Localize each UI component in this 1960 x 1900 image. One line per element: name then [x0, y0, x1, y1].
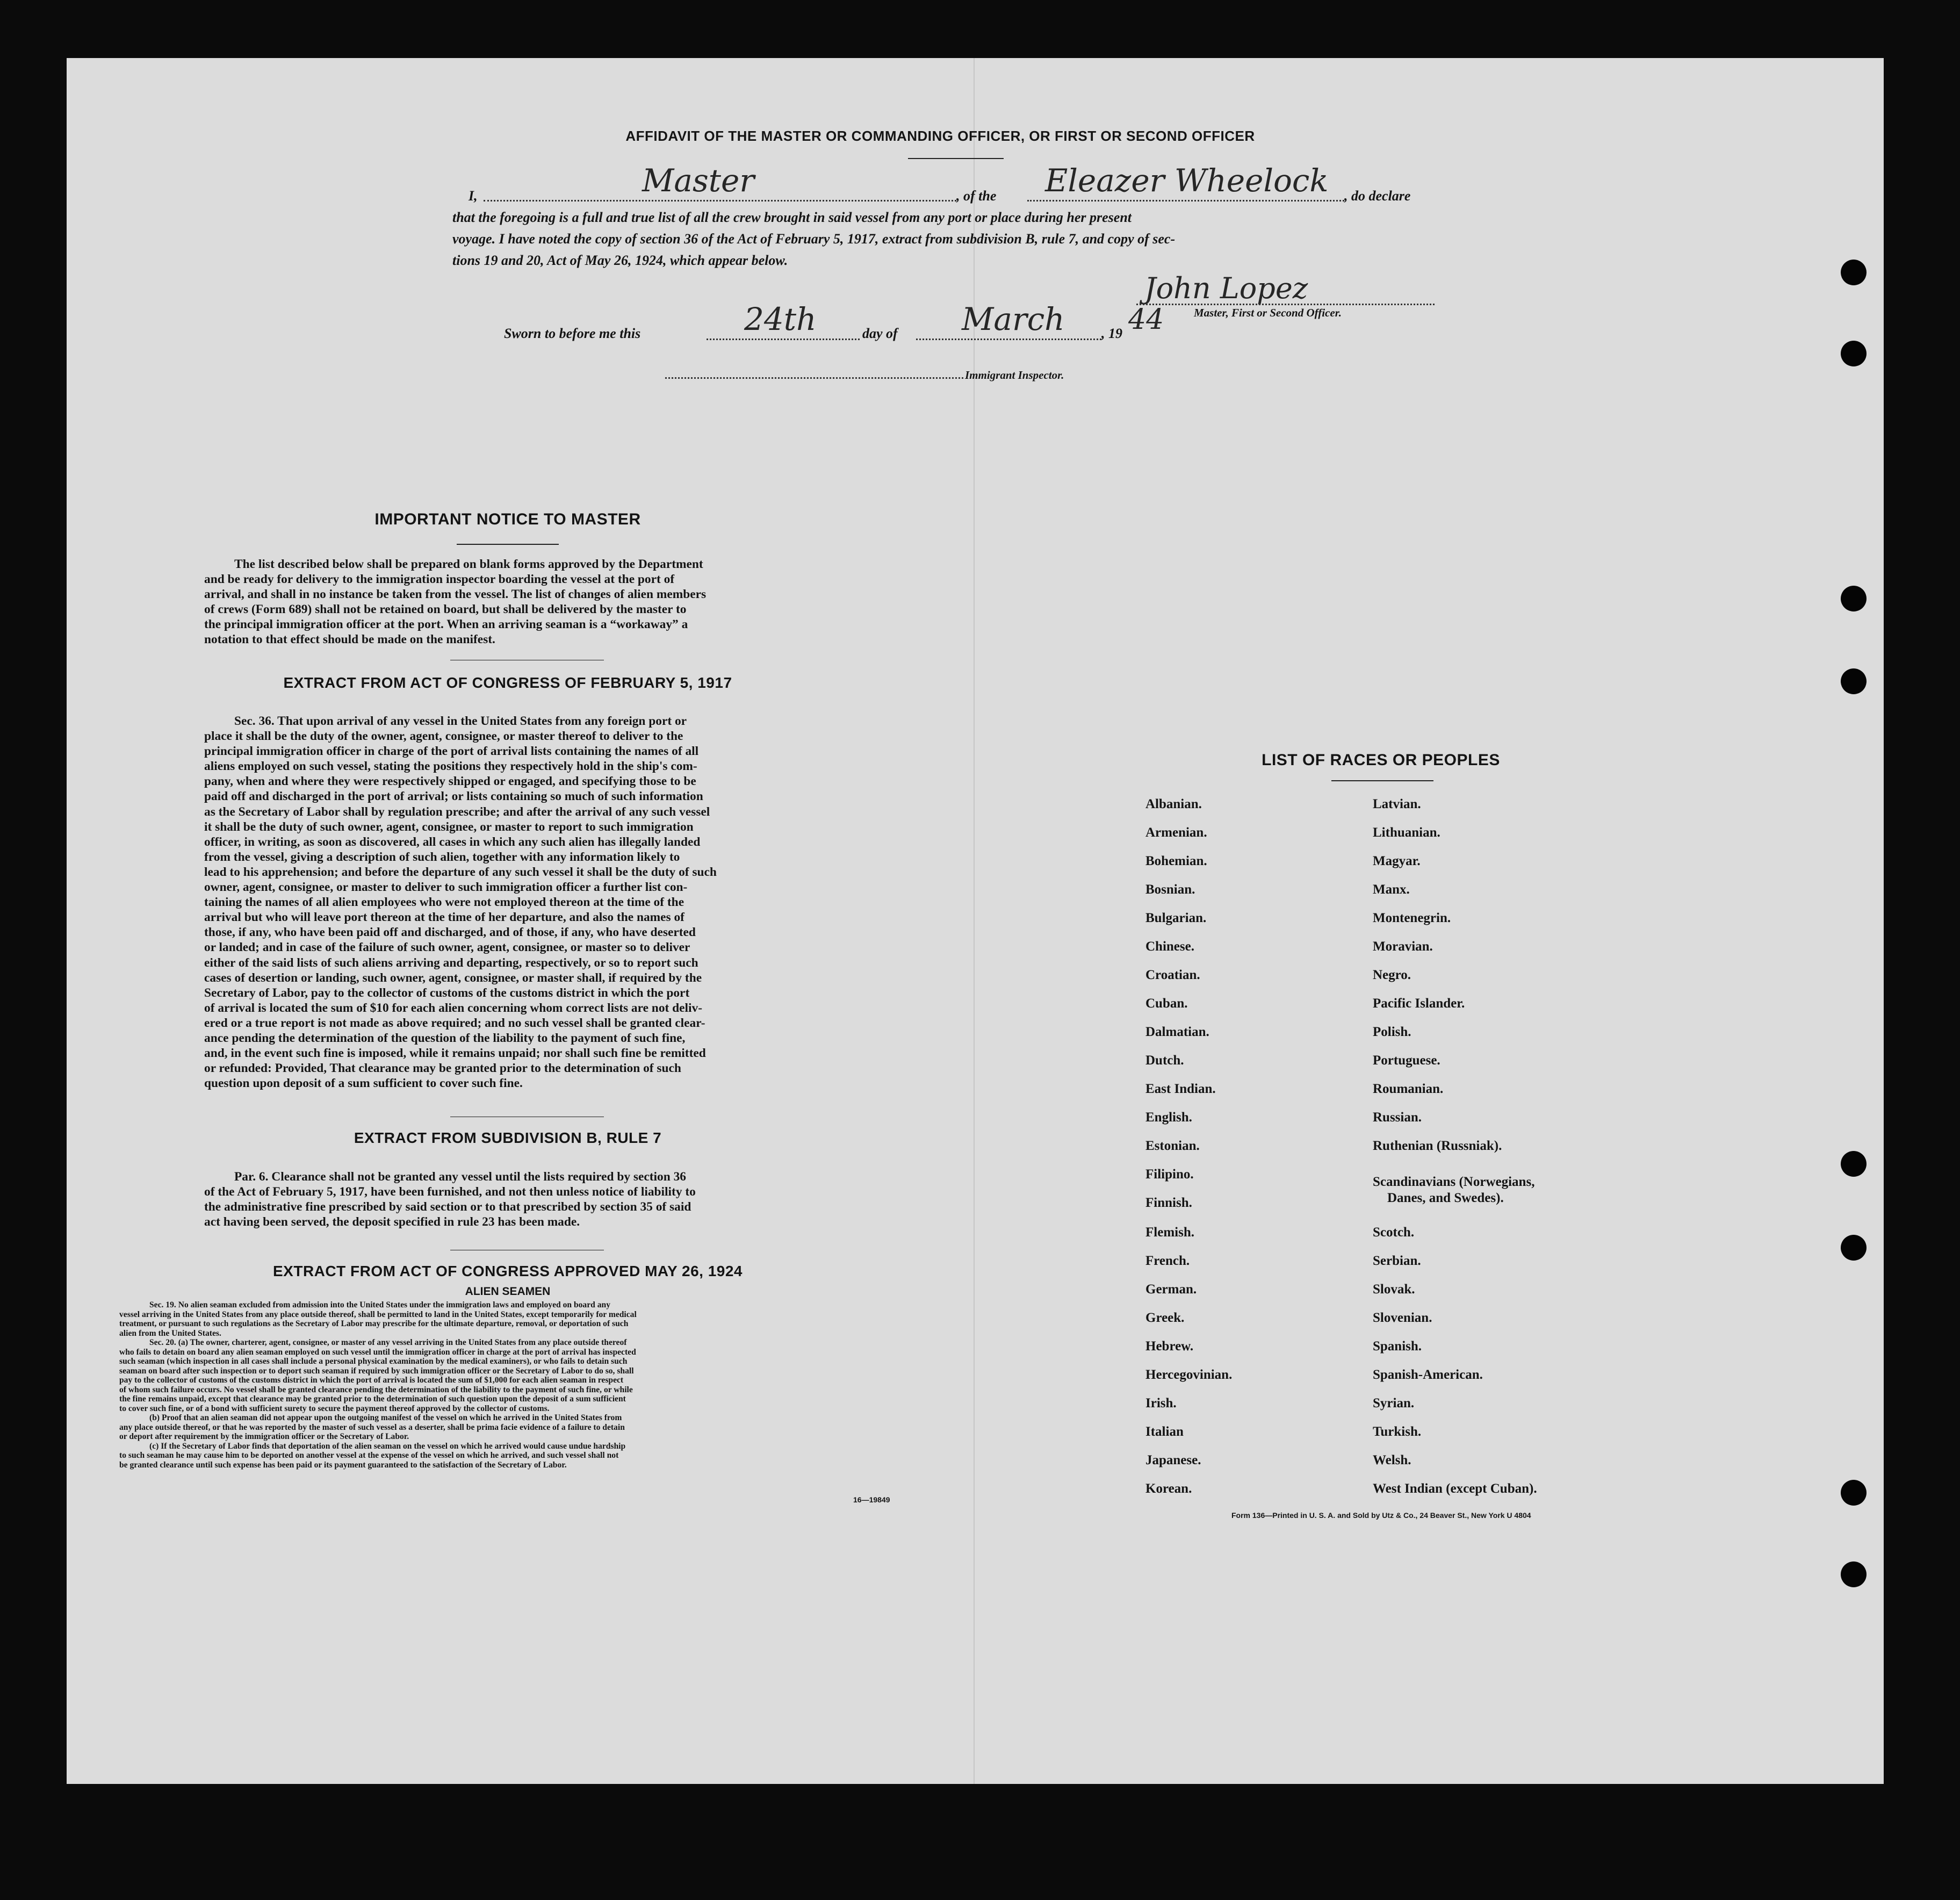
vessel-line [1027, 200, 1344, 201]
notice-line: notation to that effect should be made on the manifest. [204, 632, 495, 646]
day-handwriting: 24th [744, 301, 817, 337]
punch-hole [1841, 1480, 1867, 1506]
extract1917-text [204, 714, 811, 1091]
signature-line [1136, 304, 1435, 305]
sec36-line: pany, when and where they were respectively shipped or engaged, and specifying those to be [204, 774, 696, 789]
race-item: French. [1145, 1254, 1190, 1268]
race-item: Greek. [1145, 1311, 1185, 1325]
race-item: Lithuanian. [1373, 825, 1440, 840]
year-handwriting: 44 [1128, 304, 1164, 336]
race-item: West Indian (except Cuban). [1373, 1481, 1537, 1496]
race-item: Filipino. [1145, 1167, 1194, 1182]
races-title: LIST OF RACES OR PEOPLES [1262, 751, 1500, 769]
day-of-label: day of [862, 326, 898, 341]
sec36-line: ance pending the determination of the question of the liability to the payment of such fine, [204, 1031, 686, 1045]
notice-line: arrival, and shall in no instance be taken from the vessel. The list of changes of alien members [204, 587, 707, 601]
punch-hole [1841, 668, 1867, 694]
sec36-line: it shall be the duty of such owner, agent, consignee, or master to report to such immigration [204, 819, 694, 834]
notice-line: The list described below shall be prepared on blank forms approved by the Department [234, 557, 703, 571]
punch-hole [1841, 341, 1867, 366]
race-item: Croatian. [1145, 968, 1200, 982]
sec36-line: question upon deposit of a sum sufficient to cover such fine. [204, 1076, 523, 1091]
sec20-line: seaman on board after such inspection or to deport such seaman if required by such immigration officer or the Secretary of Labor to do so, shall [119, 1366, 634, 1376]
race-item: German. [1145, 1282, 1197, 1297]
affidavit-line-2: that the foregoing is a full and true list of all the crew brought in said vessel from any port or place during her present [452, 210, 1132, 225]
race-item: Chinese. [1145, 939, 1194, 954]
race-item: Scotch. [1373, 1225, 1415, 1240]
sec19-line: treatment, or pursuant to such regulations as the Secretary of Labor may prescribe for the ultimate departure, removal, or deportation of such [119, 1319, 629, 1328]
sec36-line: either of the said lists of such aliens arriving and departing, respectively, or so to report such [204, 955, 698, 970]
affidavit-line-3: voyage. I have noted the copy of section 36 of the Act of February 5, 1917, extract from subdivision B, rule 7, and copy of sec- [452, 231, 1176, 247]
sec20-line: Sec. 20. (a) The owner, charterer, agent, consignee, or master of any vessel arriving in the United States from any place outside thereof [149, 1338, 627, 1347]
race-item: Negro. [1373, 968, 1411, 982]
sec20-line: of whom such failure occurs. No vessel shall be granted clearance pending the determination of the liability to the payment of such fine, or while [119, 1385, 633, 1394]
sec20-line: to such seaman he may cause him to be deported on another vessel at the expense of the vessel on which he arrived, and such vessel shall not [119, 1451, 619, 1460]
notice-line: and be ready for delivery to the immigration inspector boarding the vessel at the port of [204, 572, 675, 586]
sworn-label: Sworn to before me this [504, 326, 641, 341]
race-item: Pacific Islander. [1373, 996, 1465, 1011]
sec20-line: pay to the collector of customs of the customs district in which the port of arrival is located the sum of $1,000 for each alien seaman in respect [119, 1376, 624, 1385]
race-item: Latvian. [1373, 797, 1421, 811]
signature-handwriting: John Lopez [1144, 271, 1308, 305]
race-item: Korean. [1145, 1481, 1192, 1496]
notice-line: the principal immigration officer at the port. When an arriving seaman is a “workaway” a [204, 617, 688, 631]
rule7-title: EXTRACT FROM SUBDIVISION B, RULE 7 [354, 1129, 662, 1146]
race-item: Japanese. [1145, 1453, 1201, 1467]
race-item: Portuguese. [1373, 1053, 1440, 1068]
sec20-line: who fails to detain on board any alien seaman employed on such vessel until the immigration officer in charge at the port of arrival has inspected [119, 1347, 636, 1357]
race-item: Armenian. [1145, 825, 1207, 840]
punch-hole [1841, 1235, 1867, 1261]
sec36-line: paid off and discharged in the port of arrival; or lists containing so much of such information [204, 789, 703, 804]
sec36-line: Sec. 36. That upon arrival of any vessel in the United States from any foreign port or [234, 714, 687, 728]
sec36-line: ered or a true report is not made as above required; and no such vessel shall be granted clear- [204, 1016, 705, 1030]
sec36-line: or refunded: Provided, That clearance may be granted prior to the determination of such [204, 1061, 681, 1076]
race-item: Italian [1145, 1424, 1184, 1439]
master-handwriting: Master [642, 162, 755, 199]
sec19-line: vessel arriving in the United States from any place outside thereof, shall be permitted to land in the United States, except temporarily for medical [119, 1309, 637, 1319]
extract1917-title: EXTRACT FROM ACT OF CONGRESS OF FEBRUARY 5, 1917 [283, 674, 732, 691]
race-item: Bulgarian. [1145, 911, 1207, 925]
extract1924-subtitle: ALIEN SEAMEN [465, 1285, 551, 1298]
sec36-line: and, in the event such fine is imposed, while it remains unpaid; nor shall such fine be remitted [204, 1046, 706, 1061]
day-line [707, 339, 860, 340]
sec36-line: lead to his apprehension; and before the departure of any such vessel it shall be the duty of such [204, 865, 717, 879]
sec36-line: as the Secretary of Labor shall by regulation prescribe; and after the arrival of any such vessel [204, 804, 710, 819]
punch-hole [1841, 1151, 1867, 1177]
sec36-line: place it shall be the duty of the owner, agent, consignee, or master thereof to deliver to the [204, 729, 683, 744]
month-handwriting: March [962, 301, 1065, 337]
sec36-line: officer, in writing, as soon as discovered, all cases in which any such alien has illegally landed [204, 834, 701, 849]
race-item: Syrian. [1373, 1396, 1415, 1410]
sec36-line: owner, agent, consignee, or master to deliver to such immigration officer a further list con- [204, 880, 688, 895]
races-rule [1331, 780, 1433, 781]
race-item: Albanian. [1145, 797, 1202, 811]
rule7-line: act having been served, the deposit specified in rule 23 has been made. [204, 1215, 580, 1229]
race-item: Danes, and Swedes). [1387, 1191, 1504, 1205]
race-item: Cuban. [1145, 996, 1188, 1011]
race-item: Spanish-American. [1373, 1368, 1483, 1382]
inspector-caption: Immigrant Inspector. [965, 369, 1064, 382]
rule7-text [204, 1169, 811, 1229]
race-item: Hebrew. [1145, 1339, 1194, 1354]
sec36-line: of arrival is located the sum of $10 for each alien concerning whom correct lists are not deliv- [204, 1001, 703, 1015]
sec36-line: from the vessel, giving a description of such alien, together with any information likely to [204, 850, 680, 864]
sec36-line: cases of desertion or landing, such owner, agent, consignee, or master shall, if required by the [204, 970, 702, 985]
race-item: Slovenian. [1373, 1311, 1432, 1325]
race-item: Serbian. [1373, 1254, 1421, 1268]
sec19-line: alien from the United States. [119, 1328, 221, 1338]
affidavit-line-4: tions 19 and 20, Act of May 26, 1924, which appear below. [452, 253, 788, 268]
race-item: Slovak. [1373, 1282, 1415, 1297]
of-the-label: , of the [956, 188, 997, 204]
rule7-line: Par. 6. Clearance shall not be granted any vessel until the lists required by section 36 [234, 1170, 686, 1184]
sec36-line: or landed; and in case of the failure of such owner, agent, consignee, or master so to deliver [204, 940, 690, 955]
rule7-line: of the Act of February 5, 1917, have been furnished, and not then unless notice of liability to [204, 1185, 696, 1199]
sec36-line: principal immigration officer in charge of the port of arrival lists containing the names of all [204, 744, 699, 759]
do-declare-label: , do declare [1344, 188, 1411, 204]
sec20-line: the fine remains unpaid, except that clearance may be granted prior to the determination of such question upon the deposit of a sum sufficient [119, 1394, 626, 1404]
form-footer: Form 136—Printed in U. S. A. and Sold by Utz & Co., 24 Beaver St., New York U 4804 [1231, 1511, 1531, 1520]
punch-hole [1841, 1561, 1867, 1587]
race-item: Spanish. [1373, 1339, 1422, 1354]
notice-rule [457, 544, 559, 545]
punch-hole [1841, 260, 1867, 285]
sec36-line: those, if any, who have been paid off and discharged, and of those, if any, who have deserted [204, 925, 696, 940]
race-item: Estonian. [1145, 1139, 1200, 1153]
sec20-line: (b) Proof that an alien seaman did not appear upon the outgoing manifest of the vessel on which he arrived in the United States from [149, 1413, 622, 1422]
race-item: Moravian. [1373, 939, 1433, 954]
vessel-handwriting: Eleazer Wheelock [1045, 162, 1329, 199]
sec36-line: taining the names of all alien employees who were not employed thereon at the time of the [204, 895, 684, 910]
race-item: English. [1145, 1110, 1192, 1125]
sec20-line: (c) If the Secretary of Labor finds that deportation of the alien seaman on the vessel on which he arrived would cause undue hardship [149, 1441, 626, 1451]
notice-line: of crews (Form 689) shall not be retained on board, but shall be delivered by the master to [204, 602, 687, 616]
master-line [484, 200, 956, 201]
race-item: Finnish. [1145, 1196, 1192, 1210]
race-item: Turkish. [1373, 1424, 1422, 1439]
race-item: Russian. [1373, 1110, 1422, 1125]
race-item: Dutch. [1145, 1053, 1184, 1068]
race-item: Flemish. [1145, 1225, 1194, 1240]
race-item: Montenegrin. [1373, 911, 1451, 925]
notice-text [204, 557, 811, 647]
race-item: Dalmatian. [1145, 1025, 1209, 1039]
race-item: Welsh. [1373, 1453, 1411, 1467]
sec20-line: be granted clearance until such expense has been paid or its payment guaranteed to the satisfaction of the Secretary of Labor. [119, 1460, 567, 1470]
extract1924-title: EXTRACT FROM ACT OF CONGRESS APPROVED MAY 26, 1924 [273, 1263, 743, 1279]
sec19-line: Sec. 19. No alien seaman excluded from admission into the United States under the immigration laws and employed on board any [149, 1300, 610, 1309]
race-item: Manx. [1373, 882, 1410, 897]
sec36-line: arrival but who will leave port thereon at the time of her departure, and also the names of [204, 910, 684, 925]
sec36-line: Secretary of Labor, pay to the collector of customs of the customs district in which the port [204, 985, 690, 1000]
sec20-line: to cover such fine, or of a bond with sufficient surety to secure the payment thereof approved by the collector of customs. [119, 1404, 550, 1413]
inspector-line [665, 377, 963, 379]
title-rule [908, 158, 1004, 159]
race-item: Magyar. [1373, 854, 1421, 868]
form-code: 16—19849 [853, 1495, 890, 1504]
extract1924-text [119, 1300, 914, 1470]
month-line [916, 339, 1101, 340]
sec20-line: any place outside thereof, or that he was reported by the master of such vessel as a deserter, shall be prima facie evidence of a failure to detain [119, 1422, 625, 1432]
race-item: Irish. [1145, 1396, 1177, 1410]
signature-caption: Master, First or Second Officer. [1194, 306, 1342, 319]
race-item: Bohemian. [1145, 854, 1207, 868]
race-item: Scandinavians (Norwegians, [1373, 1175, 1535, 1189]
punch-hole [1841, 586, 1867, 611]
notice-title: IMPORTANT NOTICE TO MASTER [374, 510, 641, 528]
sec36-line: aliens employed on such vessel, stating the positions they respectively hold in the ship's com- [204, 759, 697, 774]
rule7-line: the administrative fine prescribed by said section or to that prescribed by section 35 of said [204, 1200, 691, 1214]
race-item: East Indian. [1145, 1082, 1216, 1096]
year-prefix: , 19 [1101, 326, 1122, 341]
sec20-line: such seaman (which inspection in all cases shall include a personal physical examination by the medical examiners), or who fails to detain such [119, 1357, 628, 1366]
i-label: I, [469, 188, 478, 204]
race-item: Polish. [1373, 1025, 1411, 1039]
race-item: Bosnian. [1145, 882, 1195, 897]
race-item: Hercegovinian. [1145, 1368, 1233, 1382]
affidavit-title: AFFIDAVIT OF THE MASTER OR COMMANDING OFFICER, OR FIRST OR SECOND OFFICER [625, 128, 1255, 144]
race-item: Roumanian. [1373, 1082, 1444, 1096]
sec20-line: or deport after requirement by the immigration officer or the Secretary of Labor. [119, 1432, 409, 1441]
race-item: Ruthenian (Russniak). [1373, 1139, 1502, 1153]
